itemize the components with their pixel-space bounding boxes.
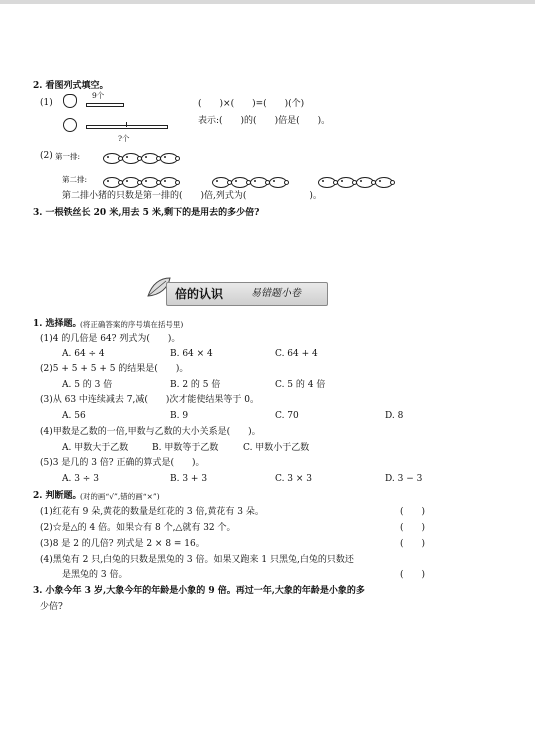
pig-icon [375, 177, 393, 188]
s1-q4-opt-b: B. 甲数等于乙数 [152, 443, 219, 453]
row2-pigs-group3 [318, 172, 394, 191]
pig-icon [318, 177, 336, 188]
pig-icon [250, 177, 268, 188]
pig-icon [337, 177, 355, 188]
s1-q1-opt-a: A. 64 ÷ 4 [62, 349, 105, 359]
s1-q4: (4)甲数是乙数的一倍,甲数与乙数的大小关系是( )。 [40, 427, 261, 437]
s2-item2: (2)☆是△的 4 倍。如果☆有 8 个,△就有 32 个。 [40, 523, 236, 533]
short-bar [86, 103, 124, 107]
s1-q5-opt-b: B. 3 + 3 [170, 474, 208, 484]
label-9ge: 9个 [92, 91, 105, 100]
s1-q3-opt-a: A. 56 [62, 411, 86, 421]
q2-p1-label: (1) [40, 98, 53, 108]
bar-tick [126, 122, 127, 127]
s1-q5: (5)3 是几的 3 倍? 正确的算式是( )。 [40, 458, 205, 468]
panda-icon [63, 118, 77, 132]
q2-p2-label: (2) [40, 151, 53, 161]
s3-line2: 少倍? [40, 602, 63, 612]
s2-title: 2. 判断题。 [33, 491, 82, 501]
s2-item4-cont: 是黑兔的 3 倍。 [62, 570, 128, 580]
section-title: 倍的认识 [175, 287, 224, 301]
label-qge: ?个 [118, 134, 130, 143]
s1-q2: (2)5 + 5 + 5 + 5 的结果是( )。 [40, 364, 189, 374]
q2-title: 2. 看图列式填空。 [33, 81, 109, 91]
s1-q3-opt-d: D. 8 [385, 411, 404, 421]
s1-q4-opt-a: A. 甲数大于乙数 [62, 443, 129, 453]
q3-text: 3. 一根铁丝长 20 米,用去 5 米,剩下的是用去的多少倍? [33, 208, 260, 218]
s2-note: (对的画“√”,错的画“×”) [80, 492, 160, 501]
s2-item3: (3)8 是 2 的几倍? 列式是 2 × 8 = 16。 [40, 539, 205, 549]
pig-icon [103, 153, 121, 164]
pig-icon [269, 177, 287, 188]
row1-label: 第一排: [55, 152, 81, 161]
section-subtitle: 易错题小卷 [251, 288, 301, 299]
s2-item4: (4)黑兔有 2 只,白兔的只数是黑兔的 3 倍。如果又跑来 1 只黑兔,白兔的只数还 [40, 555, 354, 565]
pig-icon [212, 177, 230, 188]
s1-q4-opt-c: C. 甲数小于乙数 [243, 443, 310, 453]
s1-q2-opt-b: B. 2 的 5 倍 [170, 380, 221, 390]
s2-item1: (1)红花有 9 朵,黄花的数量是红花的 3 倍,黄花有 3 朵。 [40, 507, 264, 517]
s1-q1: (1)4 的几倍是 64? 列式为( )。 [40, 334, 181, 344]
q2-p2-question: 第二排小猪的只数是第一排的( )倍,列式为( )。 [62, 191, 322, 201]
row2-pigs-group1 [103, 172, 179, 191]
s1-q3-opt-b: B. 9 [170, 411, 189, 421]
pig-icon [231, 177, 249, 188]
s1-note: (将正确答案的序号填在括号里) [80, 320, 184, 329]
s1-q2-opt-a: A. 5 的 3 倍 [62, 380, 113, 390]
pig-icon [103, 177, 121, 188]
row2-label: 第二排: [62, 175, 88, 184]
s1-q1-opt-c: C. 64 + 4 [275, 349, 318, 359]
s3-line1: 3. 小象今年 3 岁,大象今年的年龄是小象的 9 倍。再过一年,大象的年龄是小象的多 [33, 586, 365, 596]
s2-item1-paren: ( ) [400, 507, 426, 517]
pig-icon [122, 177, 140, 188]
row1-pigs [103, 148, 179, 167]
pig-icon [160, 153, 178, 164]
long-bar [86, 125, 168, 129]
s2-item4-paren: ( ) [400, 570, 426, 580]
pig-icon [141, 177, 159, 188]
s1-title: 1. 选择题。 [33, 319, 82, 329]
s1-q3: (3)从 63 中连续减去 7,减( )次才能使结果等于 0。 [40, 395, 259, 405]
pig-icon [356, 177, 374, 188]
row2-pigs-group2 [212, 172, 288, 191]
pig-icon [122, 153, 140, 164]
q2-expression: 表示:( )的( )倍是( )。 [198, 116, 331, 126]
s1-q5-opt-d: D. 3 − 3 [385, 474, 423, 484]
section-banner [166, 282, 328, 306]
s2-item3-paren: ( ) [400, 539, 426, 549]
pig-icon [141, 153, 159, 164]
top-border [0, 0, 535, 4]
pig-icon [160, 177, 178, 188]
s1-q2-opt-c: C. 5 的 4 倍 [275, 380, 326, 390]
s1-q1-opt-b: B. 64 × 4 [170, 349, 213, 359]
cat-icon [63, 94, 77, 108]
s1-q5-opt-c: C. 3 × 3 [275, 474, 313, 484]
s1-q5-opt-a: A. 3 ÷ 3 [62, 474, 99, 484]
s2-item2-paren: ( ) [400, 523, 426, 533]
q2-formula: ( )×( )=( )(个) [198, 99, 305, 109]
s1-q3-opt-c: C. 70 [275, 411, 299, 421]
